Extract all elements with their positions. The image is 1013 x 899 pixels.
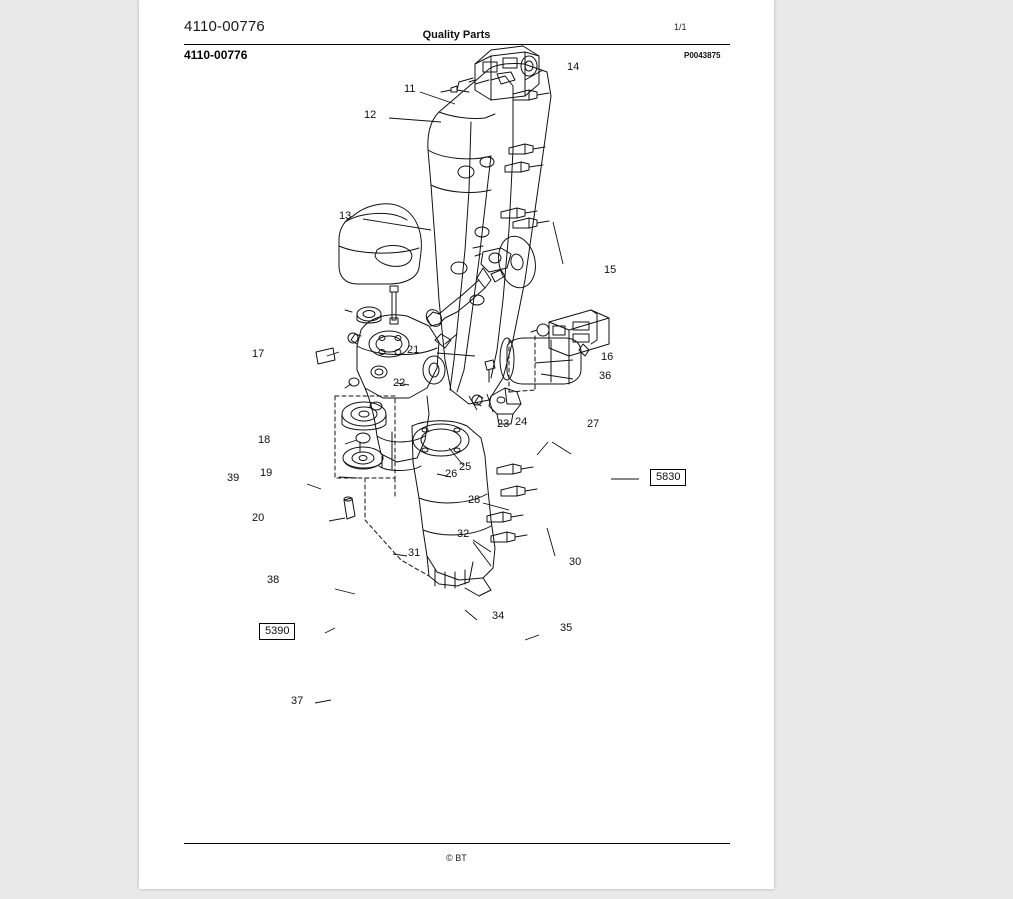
callout-25: 25 <box>459 461 472 473</box>
footer-divider <box>184 843 730 844</box>
callout-35: 35 <box>560 622 573 634</box>
callout-14: 14 <box>567 61 580 73</box>
callout-19: 19 <box>260 467 273 479</box>
footer-copyright: © BT <box>446 853 467 863</box>
reference-box-5830[interactable]: 5830 <box>650 469 686 486</box>
callout-24: 24 <box>515 416 528 428</box>
callout-27: 27 <box>587 418 600 430</box>
callout-23: 23 <box>497 418 510 430</box>
callout-17: 17 <box>252 348 265 360</box>
callout-21: 21 <box>407 344 420 356</box>
callout-34: 34 <box>492 610 505 622</box>
callout-38: 38 <box>267 574 280 586</box>
callout-11: 11 <box>404 83 416 95</box>
callout-31: 31 <box>408 547 421 559</box>
header-title: Quality Parts <box>422 29 491 41</box>
callout-13: 13 <box>339 210 352 222</box>
subheader-part-number: 4110-00776 <box>184 48 248 62</box>
callout-12: 12 <box>364 109 377 121</box>
callout-37: 37 <box>291 695 304 707</box>
callout-30: 30 <box>569 556 582 568</box>
callout-16: 16 <box>601 351 614 363</box>
header-part-number: 4110-00776 <box>184 18 265 35</box>
reference-box-5390[interactable]: 5390 <box>259 623 295 640</box>
subheader-drawing-code: P0043875 <box>684 51 721 60</box>
callout-39: 39 <box>227 472 240 484</box>
callout-20: 20 <box>252 512 265 524</box>
callout-18: 18 <box>258 434 271 446</box>
callout-36: 36 <box>599 370 612 382</box>
callout-26: 26 <box>445 468 458 480</box>
callout-32: 32 <box>457 528 470 540</box>
callout-28: 28 <box>468 494 481 506</box>
callout-15: 15 <box>604 264 617 276</box>
document-page <box>139 0 774 889</box>
callout-22: 22 <box>393 377 406 389</box>
header-page-indicator: 1/1 <box>674 22 687 32</box>
